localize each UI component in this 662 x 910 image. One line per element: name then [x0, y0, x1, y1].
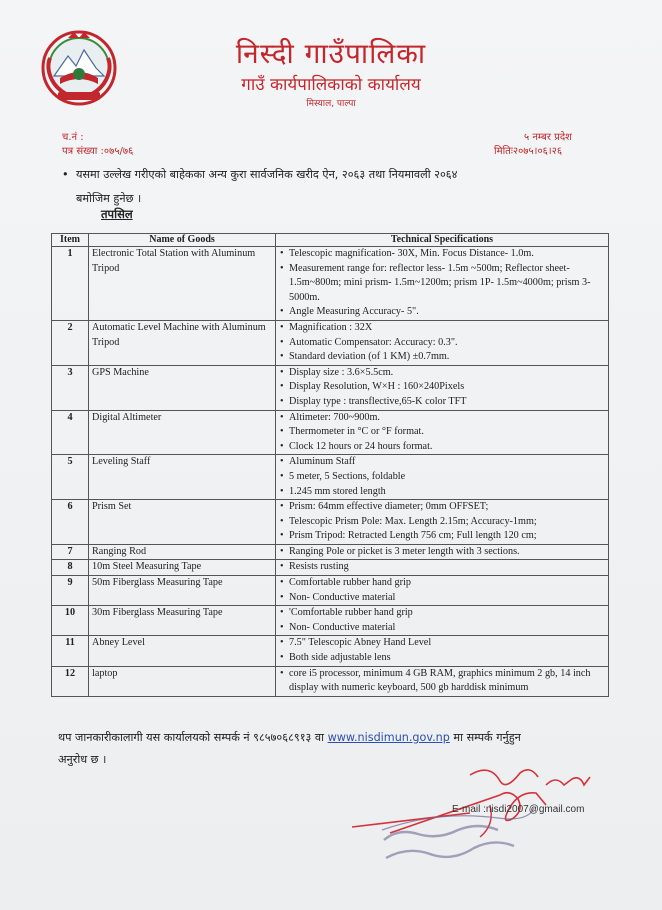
intro-line-2: बमोजिम हुनेछ ।: [76, 192, 142, 205]
spec-item: • Thermometer in °C or °F format.: [279, 425, 605, 440]
spec-list: [276, 365, 609, 410]
website-link[interactable]: www.nisdimun.gov.np: [327, 731, 450, 744]
spec-list: [276, 500, 609, 545]
table-row: [52, 320, 609, 365]
item-number: 5: [52, 455, 89, 500]
goods-name: Electronic Total Station with Aluminum Tripod: [89, 247, 276, 321]
table-row: [52, 544, 609, 560]
header-specs: Technical Specifications: [276, 234, 609, 247]
header-item: Item: [52, 234, 89, 247]
table-row: [52, 560, 609, 576]
spec-item: • Measurement range for: reflector less- 1.5m ~500m; Reflector sheet- 1.5m~800m; mini prism- 1.5m~1200m; prism 1P- 1.5m~4000m; prism 3- 5000m.: [279, 262, 605, 306]
spec-list: [276, 455, 609, 500]
spec-item: • Non- Conductive material: [279, 621, 605, 636]
spec-item: • 7.5" Telescopic Abney Hand Level: [279, 636, 605, 651]
item-number: 6: [52, 500, 89, 545]
item-number: 12: [52, 666, 89, 696]
spec-item: • Standard deviation (of 1 KM) ±0.7mm.: [279, 350, 605, 365]
spec-list: [276, 666, 609, 696]
goods-spec-table: [51, 233, 609, 697]
table-row: [52, 636, 609, 666]
table-row: [52, 365, 609, 410]
spec-item: • Display size : 3.6×5.5cm.: [279, 366, 605, 381]
spec-list: [276, 606, 609, 636]
table-header-row: [52, 234, 609, 247]
spec-item: • Non- Conductive material: [279, 591, 605, 606]
spec-item: • Magnification : 32X: [279, 321, 605, 336]
spec-item: • Both side adjustable lens: [279, 651, 605, 666]
spec-list: [276, 410, 609, 455]
spec-list: [276, 576, 609, 606]
spec-list: [276, 544, 609, 560]
goods-name: 50m Fiberglass Measuring Tape: [89, 576, 276, 606]
item-number: 1: [52, 247, 89, 321]
province-label: ५ नम्बर प्रदेश: [524, 132, 572, 143]
goods-name: laptop: [89, 666, 276, 696]
letter-date: मितिः२०७५।०६।२६: [494, 146, 563, 157]
spec-item: • 1.245 mm stored length: [279, 485, 605, 500]
spec-item: • Prism Tripod: Retracted Length 756 cm; Full length 120 cm;: [279, 529, 605, 544]
spec-list: [276, 247, 609, 321]
office-subtitle: गाउँ कार्यपालिकाको कार्यालय: [241, 75, 421, 95]
letter-number: पत्र संख्या :०७५/७६: [62, 146, 134, 157]
goods-name: Abney Level: [89, 636, 276, 666]
office-location: मिस्याल, पाल्पा: [306, 99, 356, 109]
spec-list: [276, 560, 609, 576]
goods-name: Automatic Level Machine with Aluminum Tripod: [89, 320, 276, 365]
table-row: [52, 606, 609, 636]
goods-name: 30m Fiberglass Measuring Tape: [89, 606, 276, 636]
municipality-title: निस्दी गाउँपालिका: [235, 37, 427, 70]
header-name: Name of Goods: [89, 234, 276, 247]
spec-item: • 'Comfortable rubber hand grip: [279, 606, 605, 621]
goods-name: GPS Machine: [89, 365, 276, 410]
table-row: [52, 576, 609, 606]
footer-text-a: थप जानकारीकालागी यस कार्यालयको सम्पर्क नं ९८५७०६८९१३ वा: [58, 731, 328, 744]
table-row: [52, 410, 609, 455]
table-row: [52, 247, 609, 321]
item-number: 2: [52, 320, 89, 365]
goods-name: Leveling Staff: [89, 455, 276, 500]
spec-item: • Clock 12 hours or 24 hours format.: [279, 440, 605, 455]
item-number: 10: [52, 606, 89, 636]
spec-item: • Telescopic magnification- 30X, Min. Focus Distance- 1.0m.: [279, 247, 605, 262]
footer-text-b: मा सम्पर्क गर्नुहुन: [449, 731, 521, 744]
spec-item: • 5 meter, 5 Sections, foldable: [279, 470, 605, 485]
item-number: 8: [52, 560, 89, 576]
footer-line-2: अनुरोध छ ।: [58, 753, 107, 766]
table-row: [52, 500, 609, 545]
spec-item: • Aluminum Staff: [279, 455, 605, 470]
item-number: 11: [52, 636, 89, 666]
tapsil-heading: तपसिल: [101, 207, 133, 221]
spec-item: • Telescopic Prism Pole: Max. Length 2.15m; Accuracy-1mm;: [279, 515, 605, 530]
spec-item: • Display type : transflective,65-K color TFT: [279, 395, 605, 410]
goods-name: Digital Altimeter: [89, 410, 276, 455]
item-number: 4: [52, 410, 89, 455]
goods-name: Ranging Rod: [89, 544, 276, 560]
spec-item: • Angle Measuring Accuracy- 5".: [279, 305, 605, 320]
spec-item: • Altimeter: 700~900m.: [279, 411, 605, 426]
table-row: [52, 455, 609, 500]
goods-name: Prism Set: [89, 500, 276, 545]
item-number: 3: [52, 365, 89, 410]
spec-item: • Display Resolution, W×H : 160×240Pixels: [279, 380, 605, 395]
spec-item: • Automatic Compensator: Accuracy: 0.3".: [279, 336, 605, 351]
intro-line-1: यसमा उल्लेख गरीएको बाहेकका अन्य कुरा सार्वजनिक खरीद ऐन, २०६३ तथा नियमावली २०६४: [76, 168, 458, 181]
intro-paragraph: • यसमा उल्लेख गरीएको बाहेकका अन्य कुरा सार्वजनिक खरीद ऐन, २०६३ तथा नियमावली २०६४ बमोजिम हुनेछ ।: [76, 163, 596, 211]
goods-name: 10m Steel Measuring Tape: [89, 560, 276, 576]
table-row: [52, 666, 609, 696]
spec-item: • Resists rusting: [279, 560, 605, 575]
spec-item: • Comfortable rubber hand grip: [279, 576, 605, 591]
item-number: 7: [52, 544, 89, 560]
spec-list: [276, 636, 609, 666]
spec-item: • core i5 processor, minimum 4 GB RAM, graphics minimum 2 gb, 14 inch display with numeric keyboard, 500 gb harddisk minimum: [279, 667, 605, 696]
spec-item: • Prism: 64mm effective diameter; 0mm OFFSET;: [279, 500, 605, 515]
spec-item: • Ranging Pole or picket is 3 meter length with 3 sections.: [279, 545, 605, 560]
item-number: 9: [52, 576, 89, 606]
email-address[interactable]: E-mail :nisdi2007@gmail.com: [452, 804, 585, 815]
spec-list: [276, 320, 609, 365]
ref-number-label: च.नं :: [62, 132, 84, 143]
footer-line-1: [58, 727, 618, 749]
